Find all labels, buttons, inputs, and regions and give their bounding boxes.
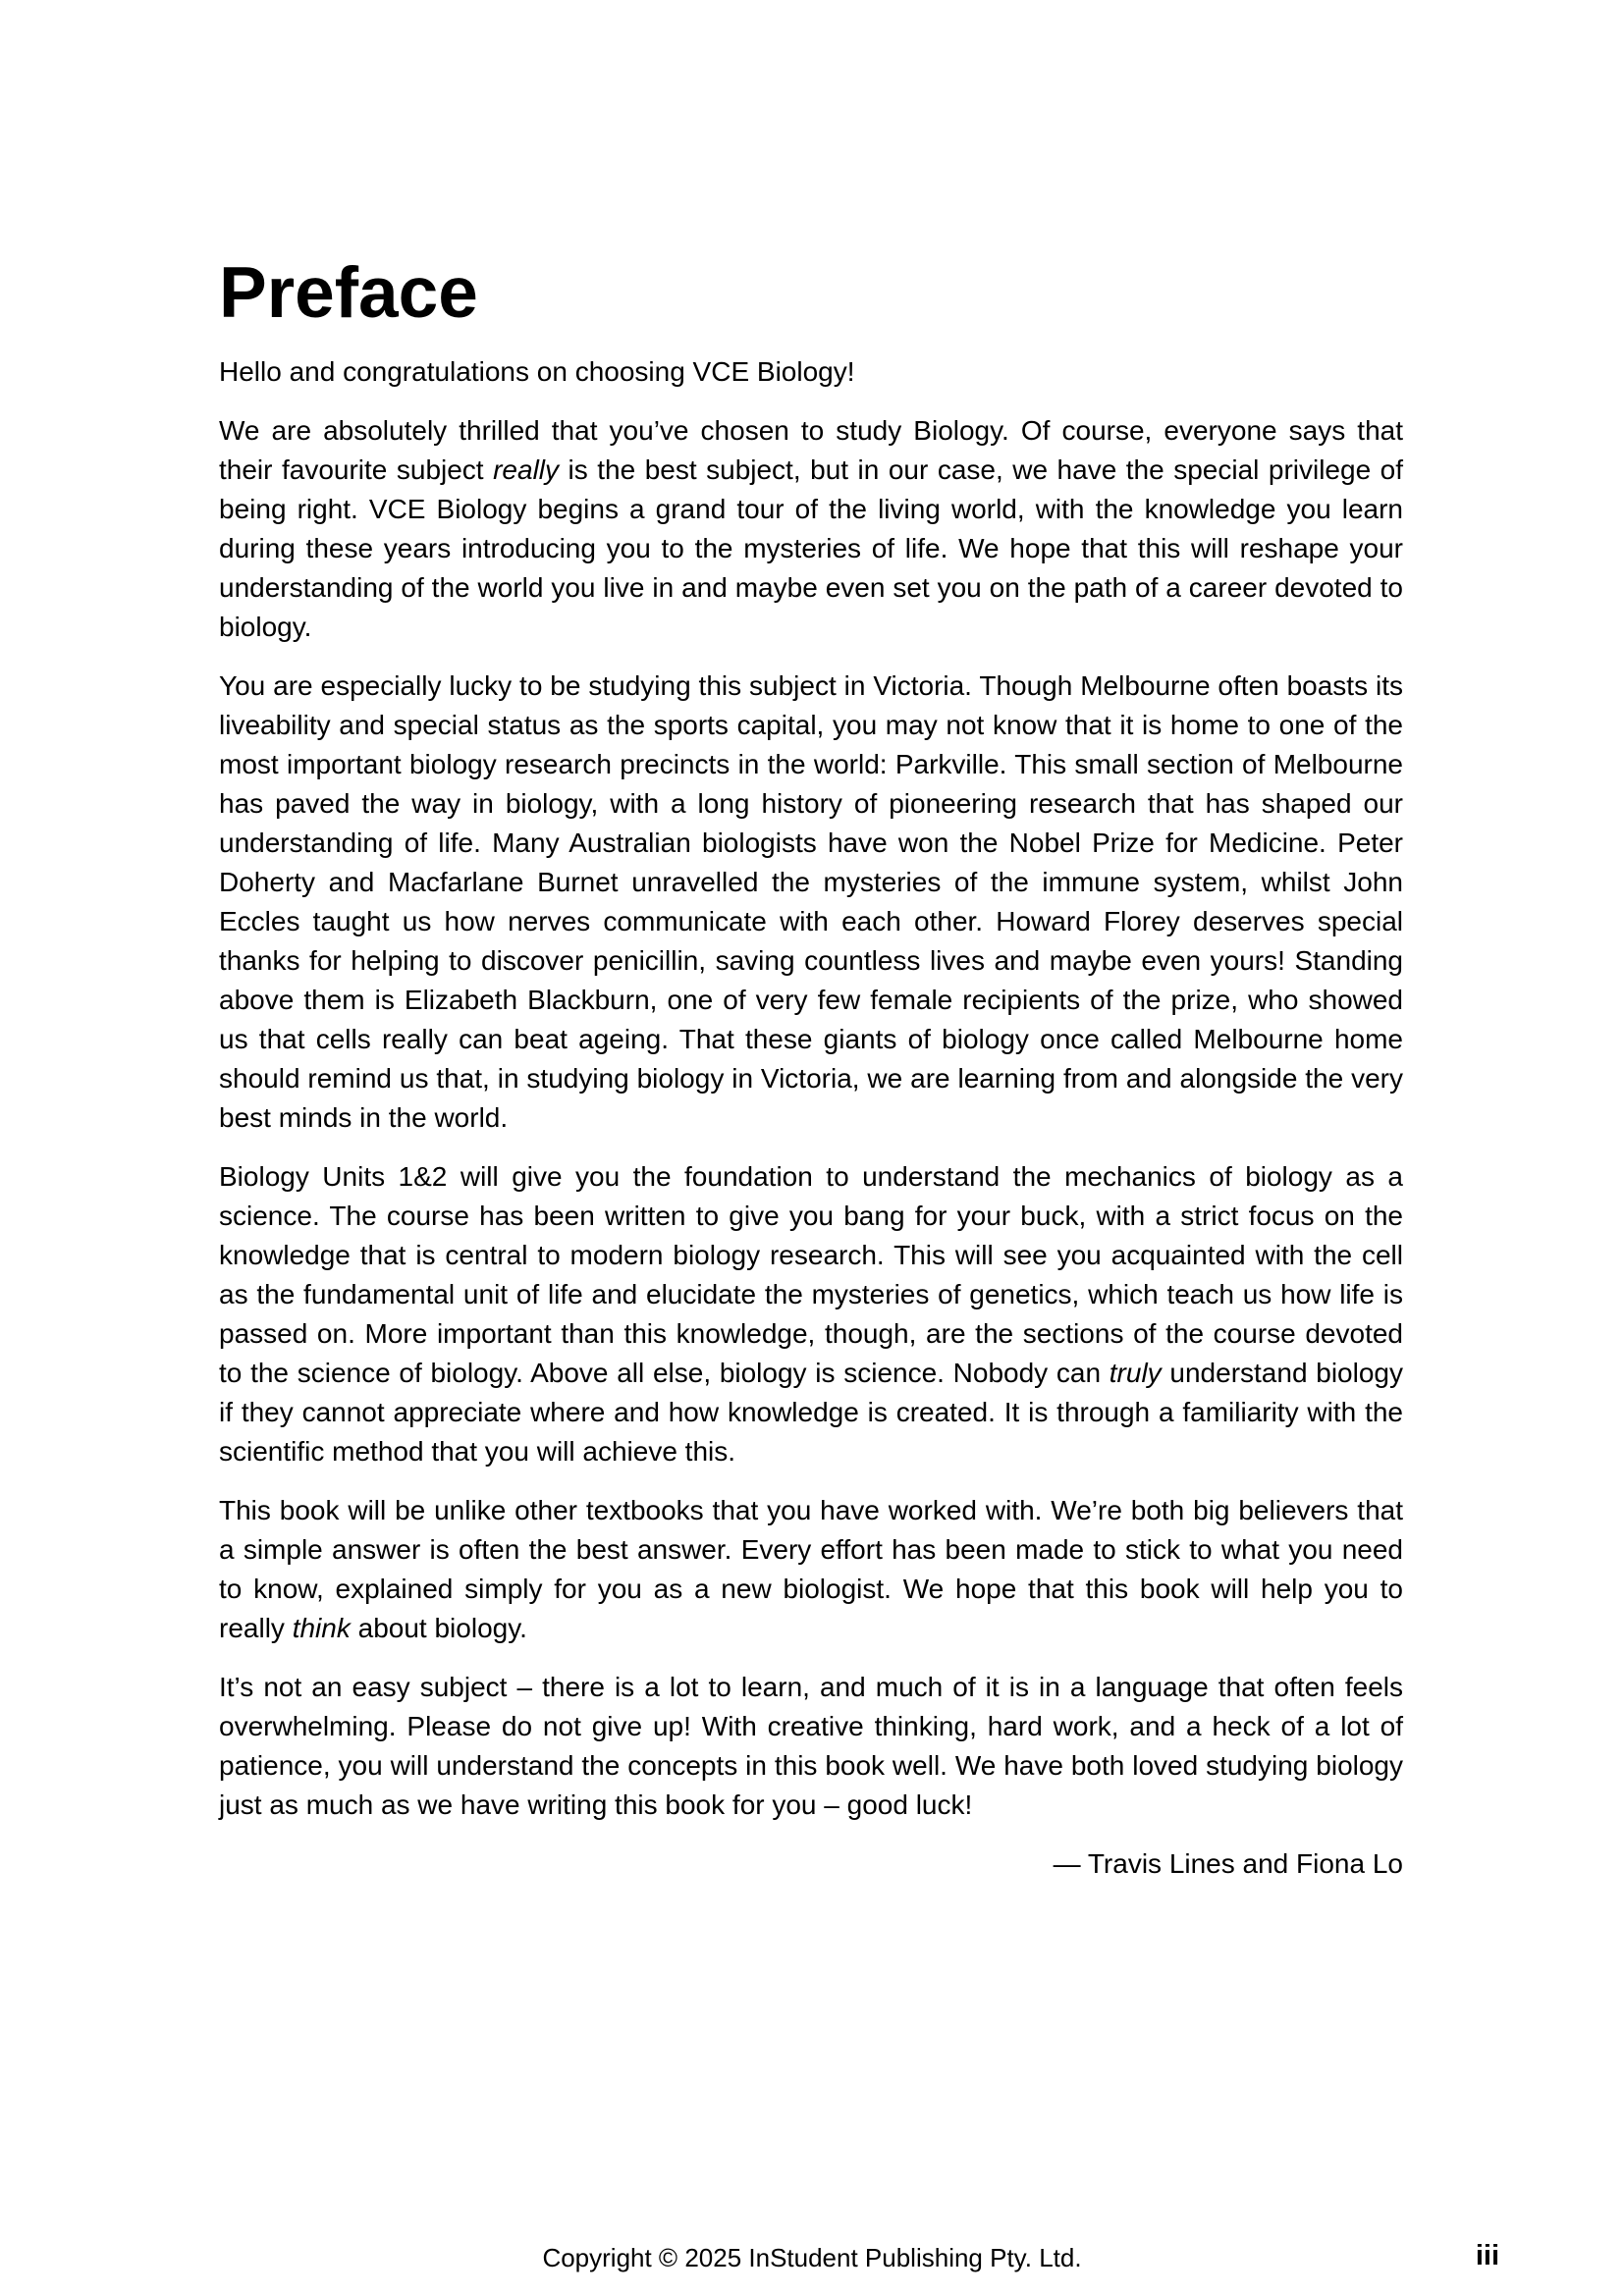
preface-paragraph xyxy=(219,1157,1403,1471)
preface-paragraph xyxy=(219,667,1403,1138)
footer-page-number: iii xyxy=(1475,2240,1499,2271)
body-text: understand biology if they cannot appreciate where and how knowledge is created. It is through a familiarity with the scientific method that you will achieve this. xyxy=(219,1358,1403,1467)
body-text: is the best subject, but in our case, we have the special privilege of being right. VCE Biology begins a grand tour of the living world, with the knowledge you learn during these years introducing you to the mysteries of life. We hope that this will reshape your understanding of the world you live in and maybe even set you on the path of a career devoted to biology. xyxy=(219,454,1403,642)
preface-paragraphs xyxy=(219,352,1403,1825)
preface-content xyxy=(219,253,1403,1884)
emphasized-text: truly xyxy=(1109,1358,1162,1388)
emphasized-text: really xyxy=(493,454,560,485)
author-signature: — Travis Lines and Fiona Lo xyxy=(1053,1848,1403,1879)
body-text: Biology Units 1&2 will give you the foundation to understand the mechanics of biology as a science. The course has been written to give you bang for your buck, with a strict focus on the knowledge that is central to modern biology research. This will see you acquainted with the cell as the fundamental unit of life and elucidate the mysteries of genetics, which teach us how life is passed on. More important than this knowledge, though, are the sections of the course devoted to the science of biology. Above all else, biology is science. Nobody can xyxy=(219,1161,1403,1388)
body-text: You are especially lucky to be studying this subject in Victoria. Though Melbourne often boasts its liveability and special status as the sports capital, you may not know that it is home to one of the most important biology research precincts in the world: Parkville. This small section of Melbourne has paved the way in biology, with a long history of pioneering research that has shaped our understanding of life. Many Australian biologists have won the Nobel Prize for Medicine. Peter Doherty and Macfarlane Burnet unravelled the mysteries of the immune system, whilst John Eccles taught us how nerves communicate with each other. Howard Florey deserves special thanks for helping to discover penicillin, saving countless lives and maybe even yours! Standing above them is Elizabeth Blackburn, one of very few female recipients of the prize, who showed us that cells really can beat ageing. That these giants of biology once called Melbourne home should remind us that, in studying biology in Victoria, we are learning from and alongside the very best minds in the world. xyxy=(219,670,1403,1133)
footer-copyright: Copyright © 2025 InStudent Publishing Pty. Ltd. xyxy=(542,2243,1082,2272)
emphasized-text: think xyxy=(292,1613,351,1643)
body-text: It’s not an easy subject – there is a lot to learn, and much of it is in a language that often feels overwhelming. Please do not give up! With creative thinking, hard work, and a heck of a lot of patience, you will understand the concepts in this book well. We have both loved studying biology just as much as we have writing this book for you – good luck! xyxy=(219,1672,1403,1820)
preface-paragraph xyxy=(219,411,1403,647)
page-title: Preface xyxy=(219,253,478,333)
body-text: about biology. xyxy=(350,1613,527,1643)
body-text: Hello and congratulations on choosing VCE Biology! xyxy=(219,356,855,387)
preface-paragraph xyxy=(219,1491,1403,1648)
body-text: This book will be unlike other textbooks that you have worked with. We’re both big believers that a simple answer is often the best answer. Every effort has been made to stick to what you need to know, explained simply for you as a new biologist. We hope that this book will help you to really xyxy=(219,1495,1403,1643)
preface-paragraph xyxy=(219,352,1403,392)
body-text: We are absolutely thrilled that you’ve chosen to study Biology. Of course, everyone says that their favourite subject xyxy=(219,415,1403,485)
preface-paragraph xyxy=(219,1668,1403,1825)
